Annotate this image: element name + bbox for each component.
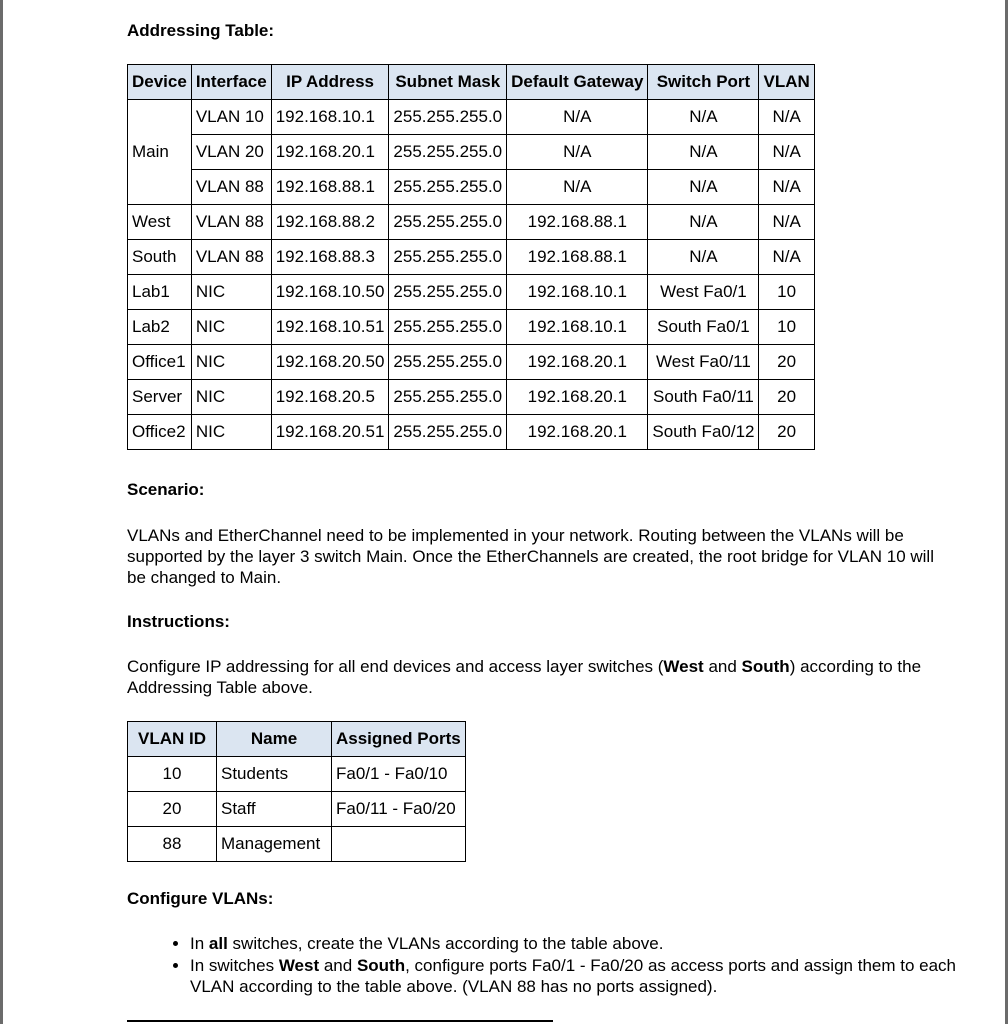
table-cell: Office2 (128, 415, 192, 450)
bullet2-west: West (278, 956, 320, 975)
addressing-table (127, 64, 815, 450)
header-interface: Interface (191, 65, 271, 100)
scenario-text: VLANs and EtherChannel need to be implemented in your network. Routing between the VLANs will be supported by the layer 3 switch Main. Once the EtherChannels are created, the root bridge for VLAN 10 will be changed to Main. (127, 526, 934, 587)
table-row (128, 240, 815, 275)
table-row (128, 415, 815, 450)
addressing-table-heading: Addressing Table: (127, 21, 275, 40)
table-cell: 255.255.255.0 (389, 380, 507, 415)
table-cell: West Fa0/1 (648, 275, 759, 310)
table-row (128, 345, 815, 380)
bullet1-post: switches, create the VLANs according to the table above. (227, 934, 664, 953)
scenario-heading: Scenario: (127, 480, 205, 499)
table-cell: NIC (191, 310, 271, 345)
table-cell: 255.255.255.0 (389, 240, 507, 275)
table-cell: VLAN 88 (191, 205, 271, 240)
header-subnet-mask: Subnet Mask (389, 65, 507, 100)
addressing-header-row (128, 65, 815, 100)
configure-vlans-heading: Configure VLANs: (127, 889, 274, 908)
bullet2-pre: In switches (190, 956, 279, 975)
table-cell: 255.255.255.0 (389, 135, 507, 170)
table-cell: 20 (759, 380, 814, 415)
table-cell: Fa0/11 - Fa0/20 (332, 792, 466, 827)
table-cell: 10 (128, 757, 217, 792)
table-cell: 10 (759, 310, 814, 345)
table-cell: 255.255.255.0 (389, 205, 507, 240)
table-cell: West Fa0/11 (648, 345, 759, 380)
instructions-south: South (741, 657, 790, 676)
table-cell: NIC (191, 275, 271, 310)
table-cell: N/A (759, 205, 814, 240)
header-default-gateway: Default Gateway (507, 65, 648, 100)
table-cell: West (128, 205, 192, 240)
table-cell: VLAN 20 (191, 135, 271, 170)
table-cell: 192.168.88.2 (271, 205, 389, 240)
table-cell: 192.168.20.50 (271, 345, 389, 380)
table-cell: Fa0/1 - Fa0/10 (332, 757, 466, 792)
table-row (128, 100, 815, 135)
header-assigned-ports: Assigned Ports (332, 722, 466, 757)
header-switch-port: Switch Port (648, 65, 759, 100)
table-cell: N/A (759, 135, 814, 170)
vlan-header-row (128, 722, 466, 757)
table-row (128, 205, 815, 240)
table-cell: N/A (507, 100, 648, 135)
table-cell: VLAN 88 (191, 240, 271, 275)
table-cell: 255.255.255.0 (389, 170, 507, 205)
table-cell: 192.168.88.1 (507, 205, 648, 240)
table-cell: N/A (759, 100, 814, 135)
table-cell: NIC (191, 345, 271, 380)
bullet2-and: and (319, 956, 357, 975)
header-vlan-id: VLAN ID (128, 722, 217, 757)
table-row (128, 170, 815, 205)
table-cell: 255.255.255.0 (389, 310, 507, 345)
table-cell: South Fa0/12 (648, 415, 759, 450)
instructions-and: and (703, 657, 742, 676)
configure-vlans-list (150, 933, 970, 998)
table-cell: South Fa0/11 (648, 380, 759, 415)
instructions-text-after: ) according to the Addressing Table above. (127, 657, 922, 697)
table-cell: N/A (648, 240, 759, 275)
table-cell: N/A (507, 135, 648, 170)
table-cell: N/A (759, 170, 814, 205)
table-cell (332, 827, 466, 862)
next-table-top-edge (127, 1020, 553, 1022)
table-cell: 255.255.255.0 (389, 100, 507, 135)
table-cell: 88 (128, 827, 217, 862)
table-row (128, 827, 466, 862)
list-item (190, 955, 970, 997)
table-cell: South (128, 240, 192, 275)
table-cell: South Fa0/1 (648, 310, 759, 345)
table-cell: 192.168.10.1 (507, 275, 648, 310)
table-cell: N/A (648, 135, 759, 170)
bullet2-south: South (356, 956, 406, 975)
table-cell: 192.168.88.3 (271, 240, 389, 275)
instructions-west: West (663, 657, 704, 676)
table-cell: Office1 (128, 345, 192, 380)
table-row (128, 310, 815, 345)
page-left-border (0, 0, 3, 1024)
vlan-table (127, 721, 466, 862)
table-cell: N/A (648, 100, 759, 135)
table-cell: 20 (128, 792, 217, 827)
device-cell-main: Main (128, 100, 192, 205)
table-cell: N/A (648, 205, 759, 240)
table-cell: 192.168.10.51 (271, 310, 389, 345)
table-cell: 192.168.88.1 (271, 170, 389, 205)
table-cell: VLAN 10 (191, 100, 271, 135)
table-cell: 10 (759, 275, 814, 310)
table-cell: 255.255.255.0 (389, 415, 507, 450)
bullet1-bold: all (208, 934, 228, 953)
table-cell: Students (217, 757, 332, 792)
table-cell: Lab2 (128, 310, 192, 345)
table-cell: N/A (507, 170, 648, 205)
table-cell: N/A (648, 170, 759, 205)
bullet2-post: , configure ports Fa0/1 - Fa0/20 as access ports and assign them to each VLAN according to the table above. (VLAN 88 has no ports assigned). (190, 956, 956, 996)
table-row (128, 380, 815, 415)
header-name: Name (217, 722, 332, 757)
table-cell: 192.168.10.1 (507, 310, 648, 345)
table-cell: 192.168.20.1 (507, 345, 648, 380)
table-cell: NIC (191, 415, 271, 450)
bullet1-pre: In (190, 934, 209, 953)
table-cell: 20 (759, 345, 814, 380)
table-cell: 192.168.88.1 (507, 240, 648, 275)
table-cell: 192.168.10.1 (271, 100, 389, 135)
table-cell: 192.168.20.1 (507, 415, 648, 450)
table-cell: VLAN 88 (191, 170, 271, 205)
instructions-text-before: Configure IP addressing for all end devices and access layer switches ( (127, 657, 664, 676)
table-cell: Management (217, 827, 332, 862)
table-row (128, 135, 815, 170)
table-cell: Server (128, 380, 192, 415)
table-cell: NIC (191, 380, 271, 415)
instructions-heading: Instructions: (127, 612, 230, 631)
table-cell: 20 (759, 415, 814, 450)
table-cell: 192.168.20.1 (507, 380, 648, 415)
table-cell: 192.168.20.51 (271, 415, 389, 450)
table-cell: 192.168.10.50 (271, 275, 389, 310)
table-row (128, 792, 466, 827)
table-cell: 192.168.20.5 (271, 380, 389, 415)
table-cell: 255.255.255.0 (389, 345, 507, 380)
header-ip-address: IP Address (271, 65, 389, 100)
table-row (128, 757, 466, 792)
table-cell: 192.168.20.1 (271, 135, 389, 170)
table-cell: N/A (759, 240, 814, 275)
table-cell: 255.255.255.0 (389, 275, 507, 310)
instructions-text (127, 656, 957, 698)
header-vlan: VLAN (759, 65, 814, 100)
table-cell: Staff (217, 792, 332, 827)
table-row (128, 275, 815, 310)
header-device: Device (128, 65, 192, 100)
table-cell: Lab1 (128, 275, 192, 310)
list-item (190, 933, 970, 954)
